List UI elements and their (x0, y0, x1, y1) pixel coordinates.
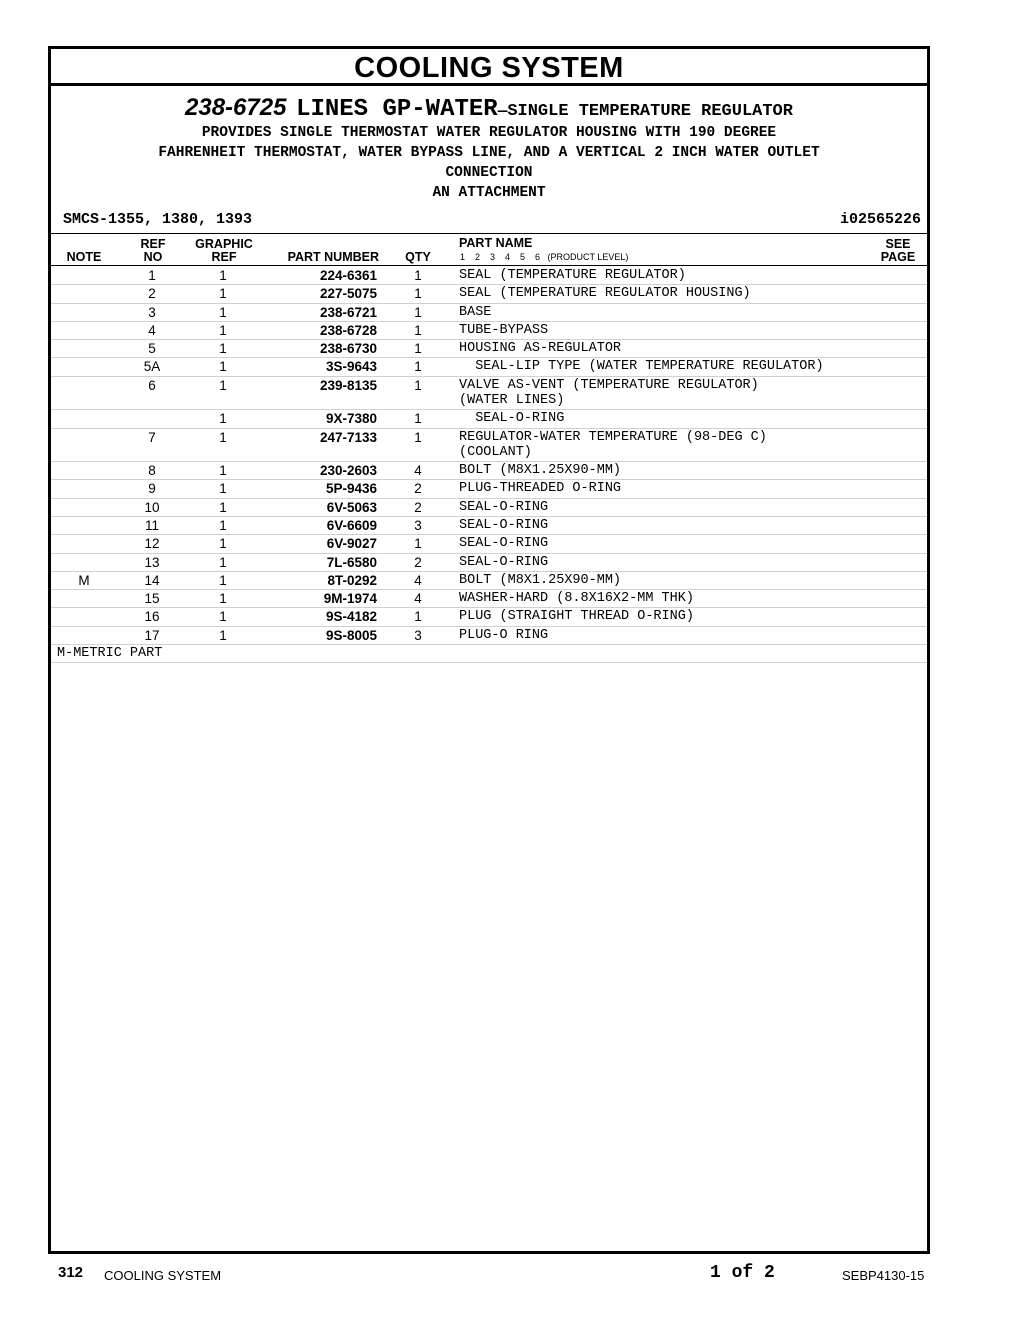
part-name-line: TUBE-BYPASS (459, 322, 549, 338)
table-row (51, 572, 927, 590)
qty-cell: 1 (414, 377, 422, 393)
parts-table-body (51, 267, 927, 663)
ref-no-cell: 11 (144, 517, 159, 533)
ref-no-cell: 16 (144, 609, 160, 625)
qty-cell: 2 (414, 481, 422, 497)
illustration-id: i02565226 (839, 211, 921, 228)
table-row (51, 340, 927, 358)
part-name-line: PLUG-O RING (459, 627, 549, 643)
table-row (51, 285, 927, 303)
part-name-cell (459, 359, 919, 374)
part-name-cell (459, 341, 919, 356)
ref-no-cell: 17 (144, 627, 160, 643)
part-number-cell: 8T-0292 (327, 572, 377, 588)
graphic-ref-cell: 1 (219, 359, 227, 375)
part-name-line: SEAL (TEMPERATURE REGULATOR HOUSING) (459, 286, 751, 302)
qty-cell: 1 (414, 304, 422, 320)
part-number-cell: 9M-1974 (323, 591, 377, 607)
ref-no-cell: 1 (148, 268, 156, 283)
description-line: FAHRENHEIT THERMOSTAT, WATER BYPASS LINE, AND A VERTICAL 2 INCH WATER OUTLET (158, 145, 820, 161)
ref-no-cell: 15 (144, 591, 160, 607)
graphic-ref-cell: 1 (219, 429, 227, 445)
system-title: COOLING SYSTEM (51, 49, 927, 86)
part-name-line: (COOLANT) (459, 444, 532, 460)
part-name-cell (459, 463, 919, 478)
part-number-cell: 9X-7380 (325, 411, 377, 427)
header-part-number: PART NUMBER (287, 250, 379, 264)
qty-cell: 4 (414, 591, 422, 607)
header-see-1: SEE (885, 237, 911, 251)
ref-no-cell: 2 (148, 286, 156, 302)
group-description (71, 123, 907, 203)
part-name-cell (459, 591, 919, 606)
table-row (51, 429, 927, 463)
qty-cell: 1 (414, 322, 422, 338)
part-name-line: SEAL-LIP TYPE (WATER TEMPERATURE REGULATOR) (459, 359, 824, 375)
table-row (51, 554, 927, 572)
part-name-line: SEAL-O-RING (459, 536, 549, 552)
ref-no-cell: 5A (143, 359, 161, 375)
graphic-ref-cell: 1 (219, 536, 227, 552)
page-frame (48, 46, 930, 1254)
doc-number: SEBP4130-15 (842, 1268, 925, 1283)
graphic-ref-cell: 1 (219, 377, 227, 393)
table-row (51, 590, 927, 608)
ref-no-cell: 12 (144, 536, 160, 552)
graphic-ref-cell: 1 (219, 411, 227, 427)
header-top-rule (51, 233, 927, 234)
table-row (51, 608, 927, 626)
table-row (51, 517, 927, 535)
part-name-line: SEAL-O-RING (459, 411, 565, 427)
qty-cell: 1 (414, 341, 422, 357)
graphic-ref-cell: 1 (219, 463, 227, 479)
header-part-name: PART NAME (459, 236, 533, 250)
header-bottom-rule (51, 265, 927, 266)
part-name-line: BASE (459, 304, 492, 320)
part-name-line: HOUSING AS-REGULATOR (459, 341, 622, 357)
ref-no-cell: 7 (148, 429, 156, 445)
part-name-line: SEAL (TEMPERATURE REGULATOR) (459, 268, 686, 283)
qty-cell: 2 (414, 499, 422, 515)
qty-cell: 4 (414, 572, 422, 588)
part-name-line: BOLT (M8X1.25X90-MM) (459, 572, 622, 588)
table-row (51, 377, 927, 411)
metric-footnote: M-METRIC PART (51, 645, 927, 663)
graphic-ref-cell: 1 (219, 591, 227, 607)
graphic-ref-cell: 1 (219, 322, 227, 338)
part-name-cell (459, 628, 919, 643)
part-name-line: PLUG-THREADED O-RING (459, 481, 622, 497)
table-row (51, 358, 927, 376)
part-number-cell: 239-8135 (319, 377, 377, 393)
group-title (51, 94, 927, 123)
header-see-2: PAGE (880, 250, 916, 264)
page-number: 312 (58, 1264, 84, 1281)
part-number-cell: 3S-9643 (325, 359, 377, 375)
part-name-cell (459, 536, 919, 551)
table-row (51, 499, 927, 517)
part-number-cell: 224-6361 (319, 268, 377, 283)
qty-cell: 1 (414, 536, 422, 552)
page-of: 1 of 2 (710, 1263, 775, 1283)
qty-cell: 4 (414, 463, 422, 479)
part-number-cell: 9S-4182 (325, 609, 377, 625)
footer-section: COOLING SYSTEM (104, 1268, 222, 1283)
part-name-line: BOLT (M8X1.25X90-MM) (459, 463, 622, 479)
ref-no-cell: 6 (148, 377, 156, 393)
qty-cell: 1 (414, 411, 422, 427)
part-name-line: SEAL-O-RING (459, 499, 549, 515)
table-row (51, 462, 927, 480)
part-name-line: (WATER LINES) (459, 392, 565, 408)
part-number-cell: 6V-5063 (326, 499, 377, 515)
graphic-ref-cell: 1 (219, 609, 227, 625)
part-name-line: REGULATOR-WATER TEMPERATURE (98-DEG C) (459, 429, 767, 445)
ref-no-cell: 13 (144, 554, 160, 570)
qty-cell: 3 (414, 517, 422, 533)
part-name-cell (459, 378, 919, 408)
part-name-line: WASHER-HARD (8.8X16X2-MM THK) (459, 591, 694, 607)
part-name-cell (459, 609, 919, 624)
graphic-ref-cell: 1 (219, 481, 227, 497)
header-graphic-2: REF (211, 250, 237, 264)
header-ref-2: NO (143, 250, 163, 264)
graphic-ref-cell: 1 (219, 268, 227, 283)
graphic-ref-cell: 1 (219, 572, 227, 588)
part-number-cell: 227-5075 (319, 286, 377, 302)
group-subtitle: SINGLE TEMPERATURE REGULATOR (507, 102, 793, 121)
part-name-cell (459, 268, 919, 283)
group-name: LINES GP-WATER (296, 96, 498, 123)
header-graphic-1: GRAPHIC (195, 237, 253, 251)
qty-cell: 2 (414, 554, 422, 570)
title-dash: — (497, 102, 508, 120)
qty-cell: 3 (414, 627, 422, 643)
part-number-cell: 230-2603 (319, 463, 377, 479)
table-row (51, 480, 927, 498)
description-line: AN ATTACHMENT (432, 185, 546, 201)
header-product-levels: 1 2 3 4 5 6 (PRODUCT LEVEL) (460, 252, 629, 262)
table-row (51, 410, 927, 428)
part-name-line: PLUG (STRAIGHT THREAD O-RING) (459, 609, 694, 625)
part-number-cell: 7L-6580 (326, 554, 377, 570)
table-row (51, 267, 927, 285)
part-number-cell: 6V-9027 (326, 536, 377, 552)
qty-cell: 1 (414, 268, 422, 283)
qty-cell: 1 (414, 359, 422, 375)
part-number-cell: 5P-9436 (325, 481, 377, 497)
qty-cell: 1 (414, 286, 422, 302)
graphic-ref-cell: 1 (219, 627, 227, 643)
graphic-ref-cell: 1 (219, 517, 227, 533)
table-row (51, 304, 927, 322)
part-name-cell (459, 555, 919, 570)
header-ref-1: REF (140, 237, 166, 251)
ref-no-cell: 14 (144, 572, 160, 588)
description-line: PROVIDES SINGLE THERMOSTAT WATER REGULATOR HOUSING WITH 190 DEGREE (201, 125, 777, 141)
graphic-ref-cell: 1 (219, 499, 227, 515)
graphic-ref-cell: 1 (219, 286, 227, 302)
smcs-codes: SMCS-1355, 1380, 1393 (63, 211, 253, 228)
part-number-cell: 238-6730 (319, 341, 377, 357)
part-name-cell (459, 481, 919, 496)
ref-no-cell: 4 (148, 322, 156, 338)
part-name-cell (459, 518, 919, 533)
part-name-cell (459, 500, 919, 515)
part-name-line: VALVE AS-VENT (TEMPERATURE REGULATOR) (459, 377, 759, 393)
qty-cell: 1 (414, 609, 422, 625)
table-row (51, 627, 927, 645)
part-number-cell: 247-7133 (319, 429, 377, 445)
description-line: CONNECTION (445, 165, 533, 181)
part-name-cell (459, 323, 919, 338)
table-row (51, 322, 927, 340)
header-note: NOTE (66, 250, 102, 264)
part-number-cell: 6V-6609 (326, 517, 377, 533)
graphic-ref-cell: 1 (219, 341, 227, 357)
part-name-cell (459, 573, 919, 588)
note-cell: M (78, 572, 90, 588)
part-name-line: SEAL-O-RING (459, 554, 549, 570)
part-number-cell: 9S-8005 (325, 627, 377, 643)
part-number-cell: 238-6721 (319, 304, 377, 320)
graphic-ref-cell: 1 (219, 554, 227, 570)
group-part-number: 238-6725 (185, 94, 287, 121)
ref-no-cell: 8 (148, 463, 156, 479)
ref-no-cell: 9 (148, 481, 156, 497)
header-qty: QTY (405, 250, 431, 264)
table-row (51, 535, 927, 553)
part-name-cell (459, 430, 919, 460)
ref-no-cell: 5 (148, 341, 156, 357)
part-name-cell (459, 411, 919, 426)
part-number-cell: 238-6728 (319, 322, 377, 338)
graphic-ref-cell: 1 (219, 304, 227, 320)
ref-no-cell: 3 (148, 304, 156, 320)
part-name-cell (459, 286, 919, 301)
ref-no-cell: 10 (144, 499, 160, 515)
qty-cell: 1 (414, 429, 422, 445)
part-name-line: SEAL-O-RING (459, 517, 549, 533)
part-name-cell (459, 305, 919, 320)
